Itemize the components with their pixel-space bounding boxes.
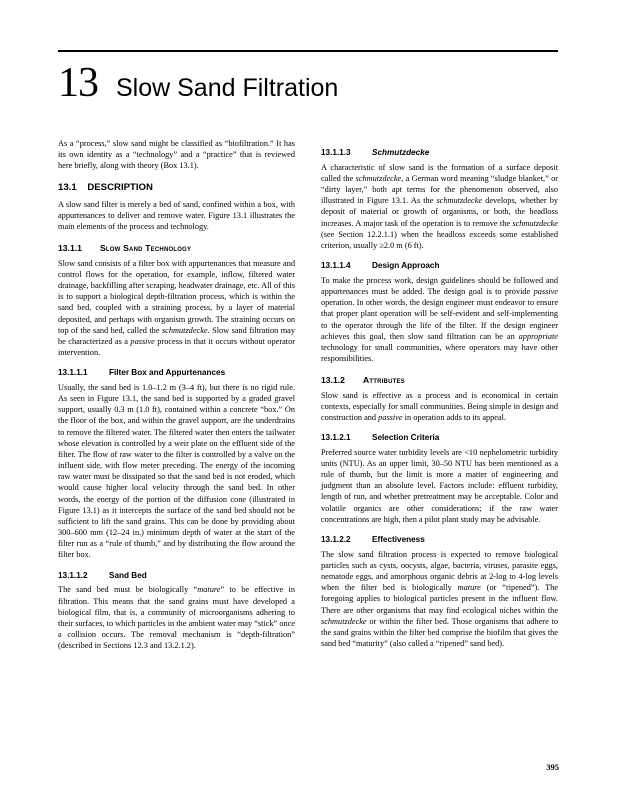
section-number-13-1-1: 13.1.1: [58, 243, 82, 254]
section-number-13-1-2-2: 13.1.2.2: [321, 534, 351, 544]
chapter-number: 13: [58, 60, 98, 106]
section-title-13-1-1-2: Sand Bed: [109, 570, 147, 580]
section-body-13-1-1-2: The sand bed must be biologically “mature” to be effective in filtration. This means that the sand grains must have developed a biological film, that is, a community of microorganisms adhering to their surfaces, to which particles in the ambient water may “stick” once a collision occurs. The removal mechanism is “depth-filtration” (described in Sections 12.3 and 13.2.1.2).: [58, 585, 295, 651]
section-number-13-1: 13.1: [58, 182, 77, 194]
section-title-13-1-2-2: Effectiveness: [372, 534, 425, 544]
header-rule: [58, 50, 558, 52]
right-column: [321, 138, 558, 649]
section-number-13-1-1-3: 13.1.1.3: [321, 148, 351, 157]
section-heading-13-1-1-3: [321, 148, 558, 158]
section-body-13-1-1-3: A characteristic of slow sand is the formation of a surface deposit called the schmutzdecke, a German word meaning “sludge blanket,” or “dirty layer,” both apt terms for the phenomenon observed, also illustrated in Figure 13.1. As the schmutzdecke develops, whether by deposit of material or growth of organisms, or both, the headloss increases. A major task of the operation is to remove the schmutzdecke (see Section 12.2.1.1) when the headloss exceeds some established criterion, usually ≥2.0 m (6 ft).: [321, 162, 558, 250]
section-title-13-1-1-1: Filter Box and Appurtenances: [109, 368, 226, 378]
section-body-13-1-1: Slow sand consists of a filter box with appurtenances that measure and control flows for the operation, for example, inflow, filtered water drainage, backfilling after scraping, headwater drainage, etc. All of this is to support a biological depth-filtration process, which is within the sand bed, coupled with a straining process, by a layer of material deposited, and perhaps with organism growth. The straining occurs on top of the sand bed, called the schmutzdecke. Slow sand filtration may be characterized as a passive process in that it occurs without operator intervention.: [58, 258, 295, 357]
section-title-13-1-1-3: Schmutzdecke: [372, 148, 430, 157]
section-number-13-1-1-4: 13.1.1.4: [321, 261, 351, 271]
section-heading-13-1-2-1: [321, 433, 558, 443]
section-heading-13-1-2: [321, 375, 558, 385]
chapter-title: Slow Sand Filtration: [116, 74, 339, 102]
intro-paragraph: As a “process,” slow sand might be classified as “biofiltration.” It has its own identity as a “technology” and a “practice” that is reviewed here briefly, along with theory (Box 13.1).: [58, 139, 295, 171]
section-body-13-1-2: Slow sand is effective as a process and is economical in certain contexts, especially for small communities. Being simple in design and construction and passive in operation adds to its appeal.: [321, 390, 558, 422]
body-columns: [58, 138, 558, 758]
section-body-13-1-2-1: Preferred source water turbidity levels are <10 nephelometric turbidity units (NTU). As an upper limit, 30–50 NTU has been mentioned as a rule of thumb, but the limit is more a matter of engineering and judgment than an absolute level. Factors include: effluent turbidity, length of run, and whether pretreatment may be acceptable. Color and volatile organics are other considerations; if the raw water concentrations are high, then a pilot plant study may be advisable.: [321, 447, 558, 524]
section-title-13-1: DESCRIPTION: [87, 182, 153, 194]
section-body-13-1-2-2: The slow sand filtration process is expected to remove biological particles such as cysts, oocysts, algae, bacteria, viruses, parasite eggs, nematode eggs, and amorphous organic debris at 2-log to 4-log levels when the filter bed is biologically mature (or “ripened”). The foregoing applies to biological particles present in the influent flow. There are other organisms that may find ecological niches within the schmutzdecke or within the filter bed. Those organisms that adhere to the sand grains within the filter bed comprise the biofilm that gives the sand bed “maturity” (also called a “ripened” sand bed).: [321, 549, 558, 648]
section-body-13-1-1-4: To make the process work, design guidelines should be followed and appurtenances must be added. The design goal is to provide passive operation. In other words, the design engineer must endeavor to ensure that proper plant operation will be self-evident and self-implementing to the operator through the life of the filter. If the design engineer achieves this goal, then slow sand filtration can be an appropriate technology for small communities, where operators may have other responsibilities.: [321, 275, 558, 364]
section-heading-13-1: [58, 182, 295, 194]
section-title-13-1-1-4: Design Approach: [372, 261, 440, 271]
section-title-13-1-1: Slow Sand Technology: [100, 243, 192, 254]
section-title-13-1-2-1: Selection Criteria: [372, 432, 440, 442]
section-heading-13-1-2-2: [321, 535, 558, 545]
section-heading-13-1-1: [58, 243, 295, 253]
section-heading-13-1-1-2: [58, 571, 295, 581]
section-title-13-1-2: Attributes: [363, 375, 405, 386]
section-number-13-1-2: 13.1.2: [321, 375, 345, 386]
section-number-13-1-1-2: 13.1.1.2: [58, 570, 88, 580]
section-number-13-1-2-1: 13.1.2.1: [321, 432, 351, 442]
page-number: 395: [546, 762, 559, 772]
section-heading-13-1-1-1: [58, 368, 295, 378]
chapter-heading: [58, 62, 558, 118]
section-body-13-1-1-1: Usually, the sand bed is 1.0–1.2 m (3–4 ft), but there is no rigid rule. As seen in Figure 13.1, the sand bed is supported by a graded gravel support, usually 0.3 m (1.0 ft), contained within a concrete “box.” On the floor of the box, and within the gravel support, are the underdrains to remove the filtered water. The filtered water then enters the tailwater whose elevation is controlled by a weir plate on the effluent side of the filter. The flow of raw water to the filter is controlled by a valve on the influent side, with flow meter preceding. The energy of the incoming raw water must be dissipated so that the sand bed is not eroded, which would cause higher local velocity through the sand bed. In other words, the energy of the portion of the diffusion cone (illustrated in Figure 13.1) as it intercepts the surface of the sand bed should not be sufficient to lift the sand grains. This can be done by providing about 300–600 mm (12–24 in.) minimum depth of water at the start of the filter run as a “rule of thumb,” and by distributing the flow around the filter box.: [58, 383, 295, 560]
left-column: [58, 138, 295, 651]
section-body-13-1: A slow sand filter is merely a bed of sand, confined within a box, with appurtenances to deliver and remove water. Figure 13.1 illustrates the main elements of the process and technology.: [58, 199, 295, 232]
section-heading-13-1-1-4: [321, 261, 558, 271]
section-number-13-1-1-1: 13.1.1.1: [58, 368, 88, 378]
